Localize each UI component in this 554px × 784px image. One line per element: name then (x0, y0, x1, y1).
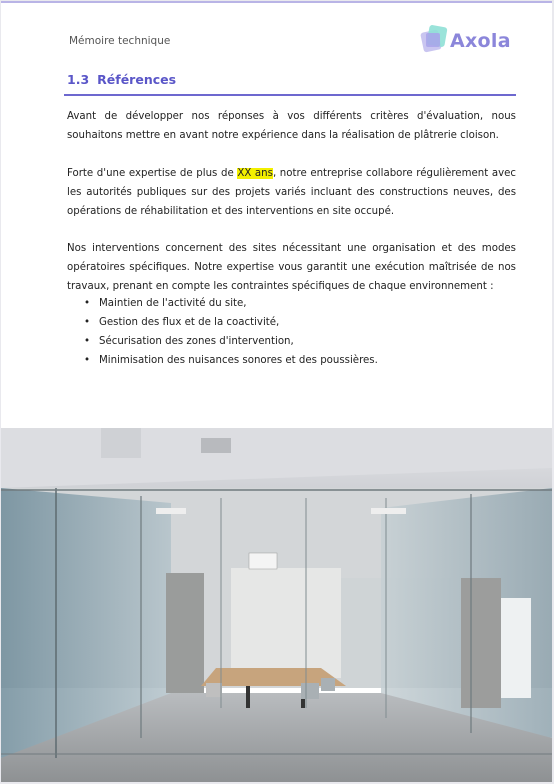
list-item: • Maintien de l'activité du site, (67, 294, 378, 313)
header-title: Mémoire technique (69, 35, 171, 47)
paragraph-intro: Avant de développer nos réponses à vos différents critères d'évaluation, nous souhaitons mettre en avant notre expérience dans la réalisation de plâtrerie cloison. (67, 111, 516, 141)
company-logo (418, 23, 518, 57)
logo-text: Axola (450, 30, 511, 52)
section-heading (67, 72, 176, 87)
section-title: Références (97, 72, 177, 87)
paragraph-expertise-start: Forte d'une expertise de plus de (67, 168, 238, 179)
constraints-list (67, 294, 378, 370)
section-number: 1.3 (67, 72, 90, 87)
highlighted-years: XX ans (237, 168, 273, 179)
list-item: • Minimisation des nuisances sonores et des poussières. (67, 351, 378, 370)
document-page (1, 1, 552, 782)
list-item: • Gestion des flux et de la coactivité, (67, 313, 378, 332)
paragraph-interventions: Nos interventions concernent des sites nécessitant une organisation et des modes opératoires spécifiques. Notre expertise vous garantit une exécution maîtrisée de nos travaux, prenant en compte les contraintes spécifiques de chaque environnement : (67, 243, 516, 292)
logo-icon (418, 23, 452, 57)
paragraph-expertise (67, 164, 516, 221)
list-item: • Sécurisation des zones d'intervention, (67, 332, 378, 351)
office-meeting-room-photo (1, 428, 552, 782)
paragraph-expertise-end: , notre entreprise collabore régulièrement avec les autorités publiques sur des projets variés incluant des constructions neuves, des opérations de réhabilitation et des interventions en site occupé. (67, 168, 516, 217)
section-divider (64, 94, 516, 96)
